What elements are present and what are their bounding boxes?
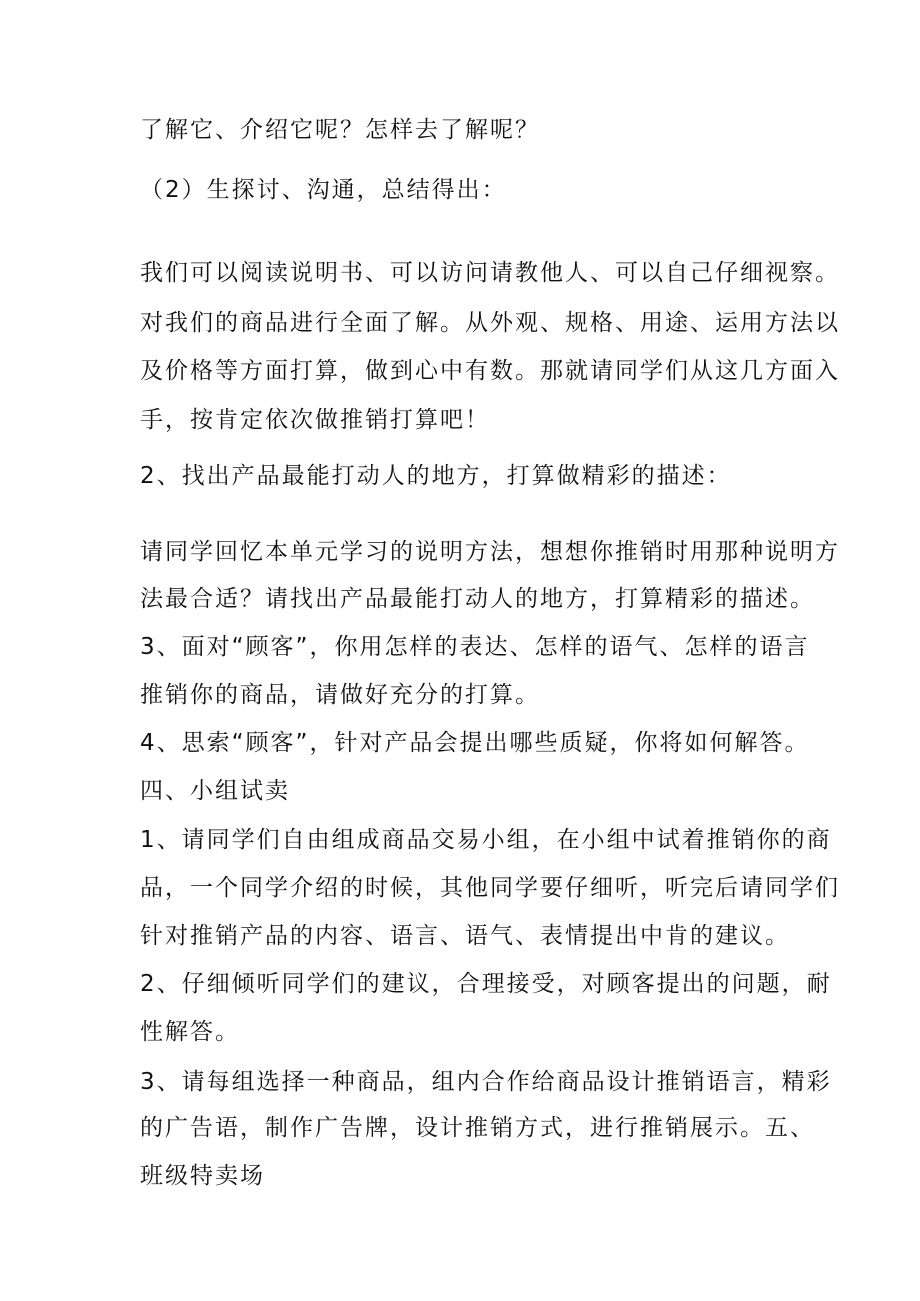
text-line: 针对推销产品的内容、语言、语气、表情提出中肯的建议。	[140, 923, 790, 949]
text-line: 推销你的商品，请做好充分的打算。	[140, 682, 540, 708]
text-line: 3、请每组选择一种商品，组内合作给商品设计推销语言，精彩	[140, 1069, 832, 1095]
section-heading: 四、小组试卖	[140, 778, 290, 804]
text-line: 2、找出产品最能打动人的地方，打算做精彩的描述：	[140, 463, 732, 489]
text-line: 对我们的商品进行全面了解。从外观、规格、用途、运用方法以	[140, 310, 840, 336]
text-line: 了解它、介绍它呢？怎样去了解呢？	[140, 117, 540, 143]
text-line: 及价格等方面打算，做到心中有数。那就请同学们从这几方面入	[140, 358, 840, 384]
text-line: 1、请同学们自由组成商品交易小组，在小组中试着推销你的商	[140, 827, 832, 853]
text-line: 2、仔细倾听同学们的建议，合理接受，对顾客提出的问题，耐	[140, 971, 832, 997]
text-line: 4、思索“顾客”，针对产品会提出哪些质疑，你将如何解答。	[140, 730, 810, 756]
text-line: 的广告语，制作广告牌，设计推销方式，进行推销展示。五、	[140, 1115, 815, 1141]
text-line: 请同学回忆本单元学习的说明方法，想想你推销时用那种说明方	[140, 539, 840, 565]
text-line: 3、面对“顾客”，你用怎样的表达、怎样的语气、怎样的语言	[140, 634, 810, 660]
text-line: 品，一个同学介绍的时候，其他同学要仔细听，听完后请同学们	[140, 875, 840, 901]
section-heading: 班级特卖场	[140, 1163, 265, 1189]
text-line: 我们可以阅读说明书、可以访问请教他人、可以自己仔细视察。	[140, 260, 840, 286]
text-line: 手，按肯定依次做推销打算吧！	[140, 407, 490, 433]
text-line: 法最合适？请找出产品最能打动人的地方，打算精彩的描述。	[140, 586, 815, 612]
text-line: 性解答。	[140, 1019, 240, 1045]
text-line: （2）生探讨、沟通，总结得出：	[140, 177, 507, 203]
